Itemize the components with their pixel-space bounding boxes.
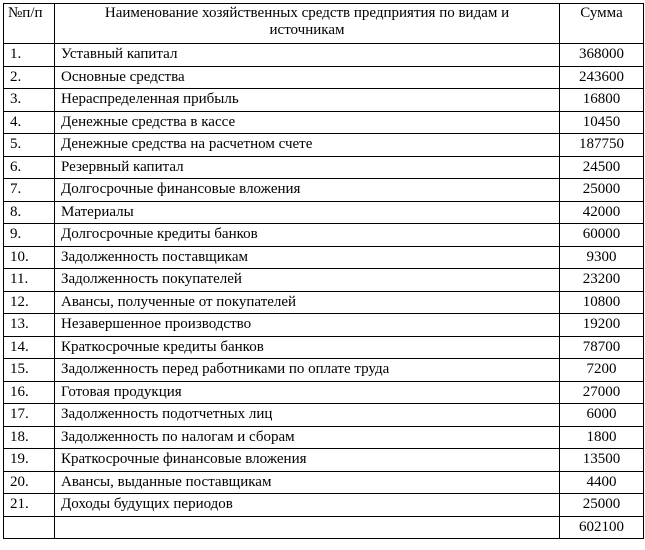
row-number: 12. <box>4 291 55 314</box>
row-number: 20. <box>4 471 55 494</box>
row-number: 13. <box>4 314 55 337</box>
header-sum: Сумма <box>560 4 644 44</box>
row-sum: 16800 <box>560 89 644 112</box>
table-row <box>4 179 644 202</box>
table-row <box>4 224 644 247</box>
table-row <box>4 66 644 89</box>
row-name: Задолженность перед работниками по оплате труда <box>55 359 560 382</box>
row-name: Долгосрочные финансовые вложения <box>55 179 560 202</box>
row-sum: 19200 <box>560 314 644 337</box>
row-sum: 60000 <box>560 224 644 247</box>
table-row <box>4 381 644 404</box>
total-sum: 602100 <box>560 516 644 539</box>
row-sum: 9300 <box>560 246 644 269</box>
table-row <box>4 336 644 359</box>
row-name: Нераспределенная прибыль <box>55 89 560 112</box>
row-name: Долгосрочные кредиты банков <box>55 224 560 247</box>
table-header <box>4 4 644 44</box>
row-number: 7. <box>4 179 55 202</box>
total-row <box>4 516 644 539</box>
table-row <box>4 156 644 179</box>
row-name: Авансы, выданные поставщикам <box>55 471 560 494</box>
table-row <box>4 89 644 112</box>
row-sum: 10450 <box>560 111 644 134</box>
total-name <box>55 516 560 539</box>
row-sum: 24500 <box>560 156 644 179</box>
row-number: 5. <box>4 134 55 157</box>
row-sum: 1800 <box>560 426 644 449</box>
row-sum: 23200 <box>560 269 644 292</box>
row-name: Авансы, полученные от покупателей <box>55 291 560 314</box>
table-row <box>4 359 644 382</box>
row-number: 17. <box>4 404 55 427</box>
row-number: 14. <box>4 336 55 359</box>
table-row <box>4 111 644 134</box>
row-number: 11. <box>4 269 55 292</box>
header-name: Наименование хозяйственных средств предприятия по видам и источникам <box>55 4 560 44</box>
row-number: 2. <box>4 66 55 89</box>
row-number: 18. <box>4 426 55 449</box>
row-number: 8. <box>4 201 55 224</box>
row-sum: 25000 <box>560 494 644 517</box>
row-name: Краткосрочные кредиты банков <box>55 336 560 359</box>
row-name: Краткосрочные финансовые вложения <box>55 449 560 472</box>
row-name: Готовая продукция <box>55 381 560 404</box>
assets-table <box>3 3 644 539</box>
row-sum: 13500 <box>560 449 644 472</box>
table-row <box>4 314 644 337</box>
table-row <box>4 426 644 449</box>
row-sum: 4400 <box>560 471 644 494</box>
table-row <box>4 201 644 224</box>
row-name: Незавершенное производство <box>55 314 560 337</box>
table-row <box>4 269 644 292</box>
row-sum: 10800 <box>560 291 644 314</box>
row-name: Основные средства <box>55 66 560 89</box>
total-number <box>4 516 55 539</box>
row-name: Денежные средства на расчетном счете <box>55 134 560 157</box>
row-sum: 187750 <box>560 134 644 157</box>
row-sum: 78700 <box>560 336 644 359</box>
row-number: 10. <box>4 246 55 269</box>
row-number: 9. <box>4 224 55 247</box>
row-sum: 25000 <box>560 179 644 202</box>
row-number: 21. <box>4 494 55 517</box>
row-number: 6. <box>4 156 55 179</box>
table-row <box>4 494 644 517</box>
row-sum: 243600 <box>560 66 644 89</box>
row-sum: 368000 <box>560 44 644 67</box>
table-row <box>4 449 644 472</box>
header-row <box>4 4 644 44</box>
row-number: 3. <box>4 89 55 112</box>
table-row <box>4 246 644 269</box>
header-number: №п/п <box>4 4 55 44</box>
row-sum: 27000 <box>560 381 644 404</box>
table-row <box>4 44 644 67</box>
row-name: Материалы <box>55 201 560 224</box>
row-sum: 6000 <box>560 404 644 427</box>
row-number: 15. <box>4 359 55 382</box>
row-number: 1. <box>4 44 55 67</box>
row-name: Доходы будущих периодов <box>55 494 560 517</box>
row-number: 16. <box>4 381 55 404</box>
row-name: Уставный капитал <box>55 44 560 67</box>
row-sum: 42000 <box>560 201 644 224</box>
row-name: Задолженность по налогам и сборам <box>55 426 560 449</box>
row-sum: 7200 <box>560 359 644 382</box>
row-name: Задолженность поставщикам <box>55 246 560 269</box>
row-name: Задолженность подотчетных лиц <box>55 404 560 427</box>
row-name: Резервный капитал <box>55 156 560 179</box>
row-number: 19. <box>4 449 55 472</box>
row-name: Денежные средства в кассе <box>55 111 560 134</box>
row-number: 4. <box>4 111 55 134</box>
table-row <box>4 291 644 314</box>
table-row <box>4 134 644 157</box>
table-row <box>4 471 644 494</box>
table-body <box>4 44 644 539</box>
row-name: Задолженность покупателей <box>55 269 560 292</box>
table-row <box>4 404 644 427</box>
